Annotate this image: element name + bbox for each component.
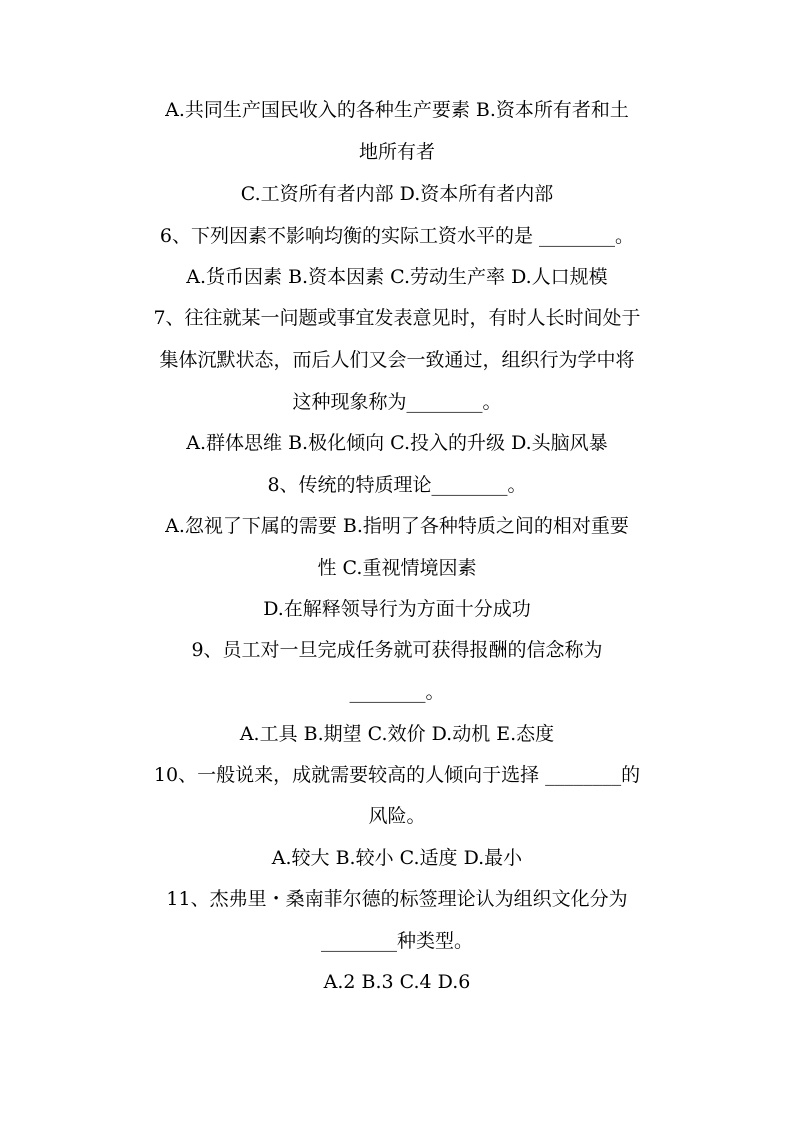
question-7-cont: 集体沉默状态，而后人们又会一致通过，组织行为学中将 — [159, 349, 635, 371]
question-9-cont: ________。 — [349, 681, 445, 703]
question-10-cont: 风险。 — [368, 805, 426, 827]
question-9: 9、员工对一旦完成任务就可获得报酬的信念称为 — [191, 639, 603, 661]
option-line: 性 C.重视情境因素 — [317, 557, 477, 579]
option-line: A.忽视了下属的需要 B.指明了各种特质之间的相对重要 — [165, 515, 629, 537]
option-line: A.货币因素 B.资本因素 C.劳动生产率 D.人口规模 — [186, 266, 608, 288]
question-7-cont: 这种现象称为________。 — [292, 391, 502, 413]
option-line: A.共同生产国民收入的各种生产要素 B.资本所有者和土 — [165, 99, 629, 121]
question-10: 10、一般说来，成就需要较高的人倾向于选择 ________的 — [153, 764, 641, 786]
option-line: D.在解释领导行为方面十分成功 — [263, 598, 531, 620]
option-line: A.2 B.3 C.4 D.6 — [323, 971, 471, 993]
option-line: A.工具 B.期望 C.效价 D.动机 E.态度 — [239, 723, 555, 745]
question-11: 11、杰弗里・桑南菲尔德的标签理论认为组织文化分为 — [166, 888, 628, 910]
option-line: 地所有者 — [358, 141, 435, 163]
question-11-cont: ________种类型。 — [320, 930, 473, 952]
question-7: 7、往往就某一问题或事宜发表意见时，有时人长时间处于 — [153, 307, 641, 329]
question-8: 8、传统的特质理论________。 — [267, 474, 527, 496]
option-line: C.工资所有者内部 D.资本所有者内部 — [240, 183, 554, 205]
question-6: 6、下列因素不影响均衡的实际工资水平的是 ________。 — [159, 225, 635, 247]
option-line: A.较大 B.较小 C.适度 D.最小 — [271, 847, 523, 869]
option-line: A.群体思维 B.极化倾向 C.投入的升级 D.头脑风暴 — [186, 432, 608, 454]
